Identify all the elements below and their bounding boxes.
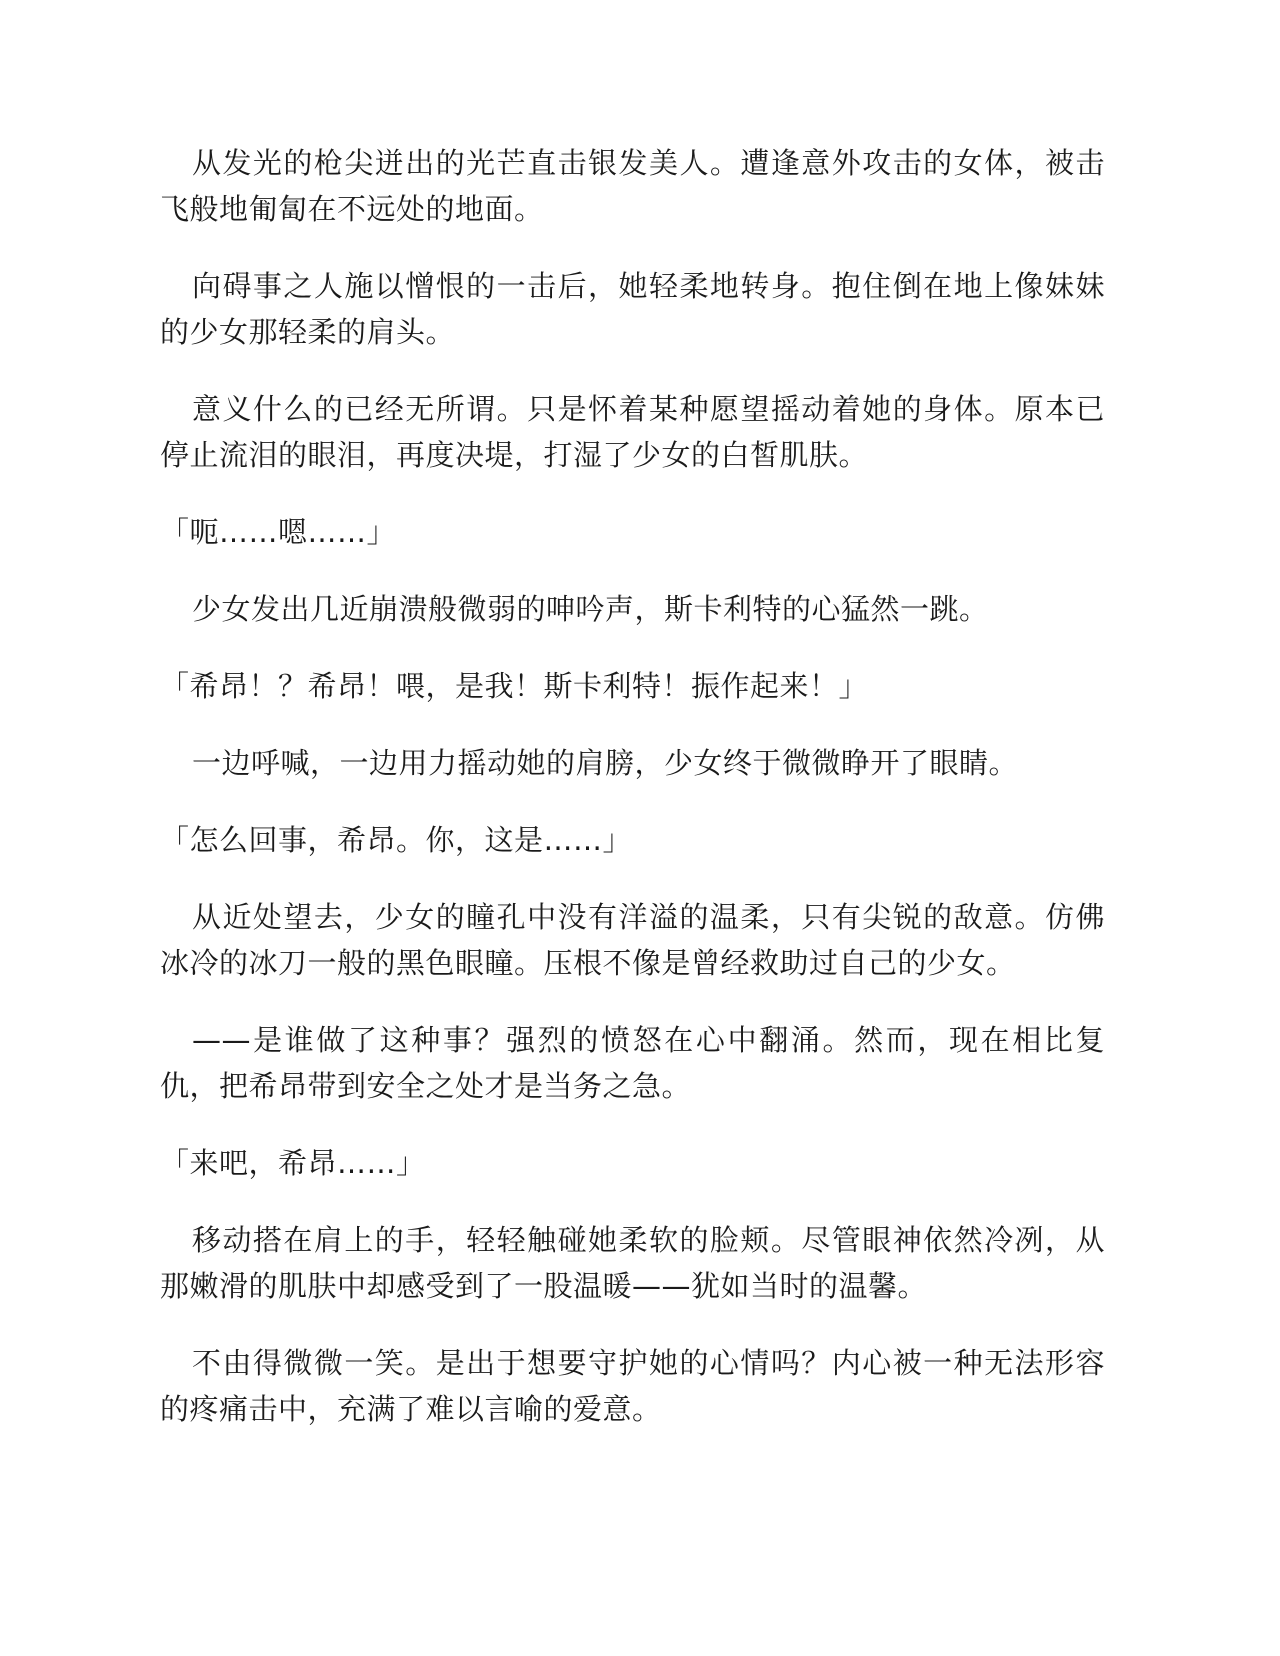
paragraph-7: ——是谁做了这种事？强烈的愤怒在心中翻涌。然而，现在相比复仇，把希昂带到安全之处才是当务之急。 — [160, 1023, 1105, 1103]
paragraph-3: 意义什么的已经无所谓。只是怀着某种愿望摇动着她的身体。原本已停止流泪的眼泪，再度决堤，打湿了少女的白皙肌肤。 — [160, 392, 1105, 472]
dialogue-1: 「呃……嗯……」 — [160, 515, 397, 549]
paragraph-6: 从近处望去，少女的瞳孔中没有洋溢的温柔，只有尖锐的敌意。仿佛冰冷的冰刀一般的黑色眼瞳。压根不像是曾经救助过自己的少女。 — [160, 900, 1105, 980]
paragraph-4: 少女发出几近崩溃般微弱的呻吟声，斯卡利特的心猛然一跳。 — [192, 592, 989, 626]
dialogue-2: 「希昂！？希昂！喂，是我！斯卡利特！振作起来！」 — [160, 669, 869, 703]
body-text — [160, 140, 1105, 1463]
paragraph-8: 移动搭在肩上的手，轻轻触碰她柔软的脸颊。尽管眼神依然冷冽，从那嫩滑的肌肤中却感受到了一股温暖——犹如当时的温馨。 — [160, 1223, 1105, 1303]
paragraph-9: 不由得微微一笑。是出于想要守护她的心情吗？内心被一种无法形容的疼痛击中，充满了难以言喻的爱意。 — [160, 1346, 1105, 1426]
dialogue-3: 「怎么回事，希昂。你，这是……」 — [160, 823, 633, 857]
dialogue-4: 「来吧，希昂……」 — [160, 1146, 426, 1180]
paragraph-2: 向碍事之人施以憎恨的一击后，她轻柔地转身。抱住倒在地上像妹妹的少女那轻柔的肩头。 — [160, 269, 1105, 349]
paragraph-5: 一边呼喊，一边用力摇动她的肩膀，少女终于微微睁开了眼睛。 — [192, 746, 1019, 780]
paragraph-1: 从发光的枪尖迸出的光芒直击银发美人。遭逢意外攻击的女体，被击飞般地匍匐在不远处的地面。 — [160, 146, 1105, 226]
